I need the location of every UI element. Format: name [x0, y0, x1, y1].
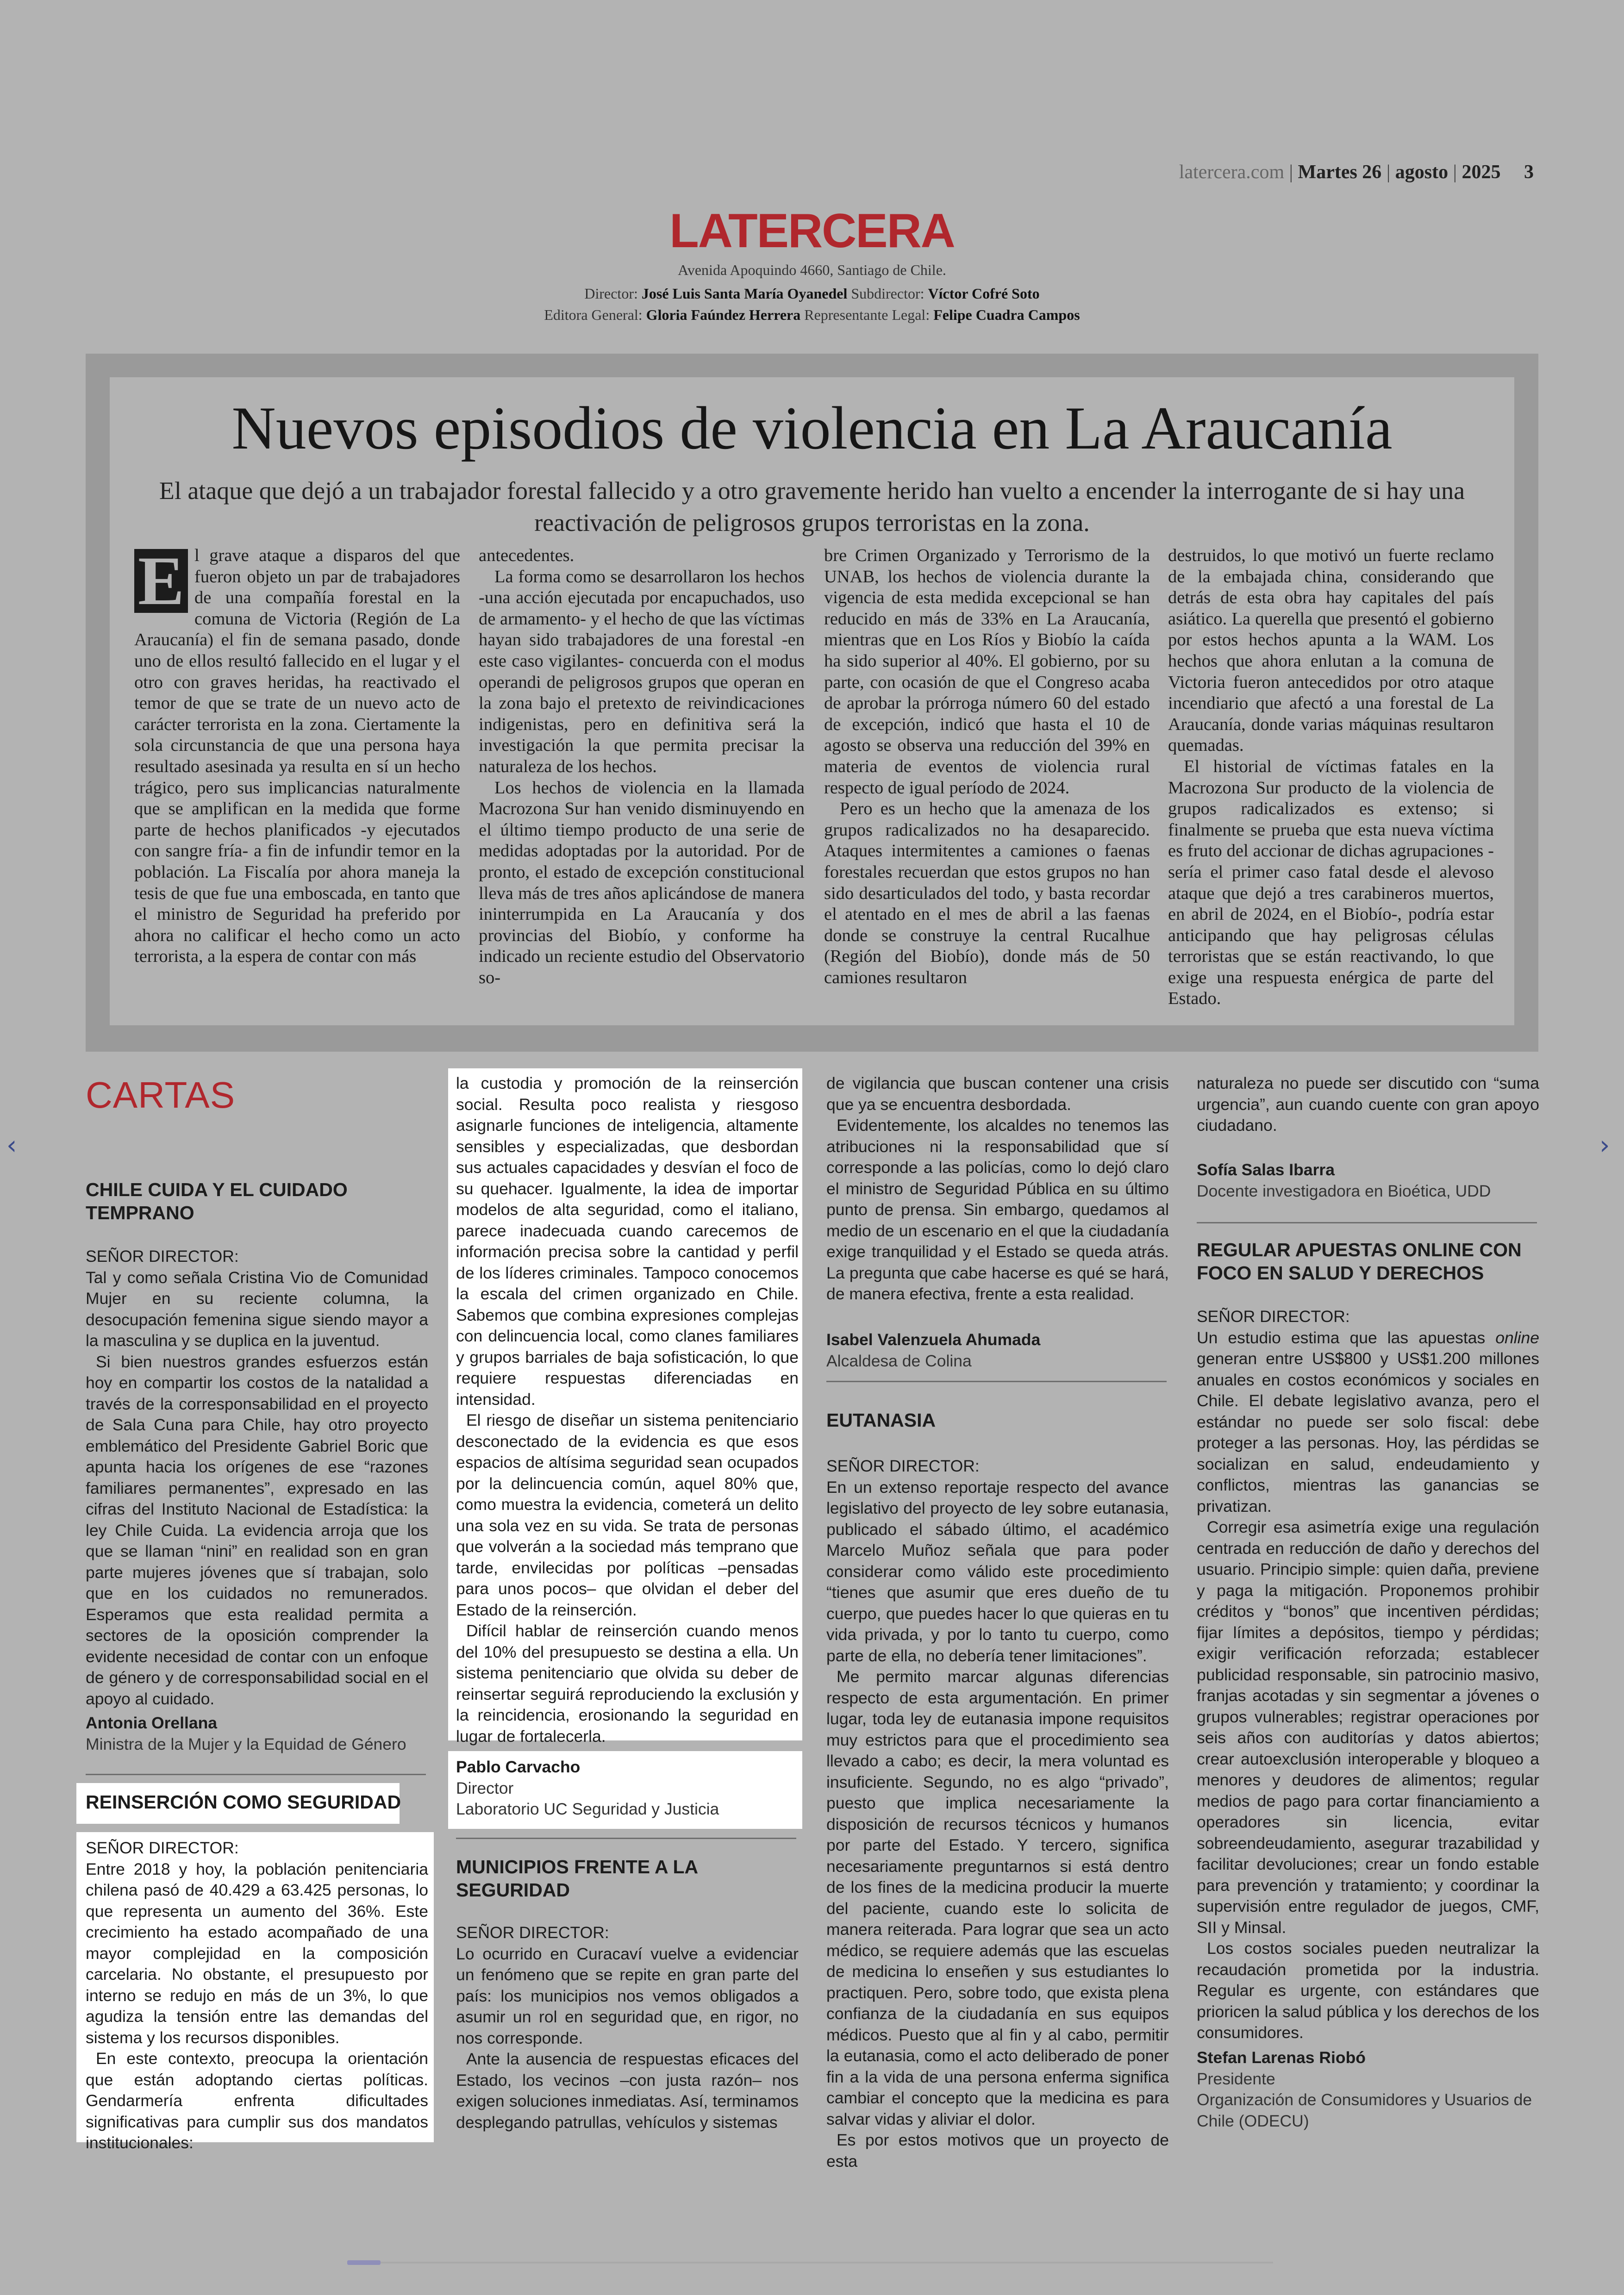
editorial-column-3: bre Crimen Organizado y Terrorismo de la UNAB, los hechos de violencia durante la vigencia de esta medida excepcional se han reducido en más de 33% en La Araucanía, mientras que en Los Ríos y Biobío la caída ha sido superior al 40%. El gobierno, por su parte, con ocasión de que el Congreso acaba de aprobar la prórroga número 60 del estado de excepción, indicó que hasta el 10 de agosto se observa una reducción del 39% en materia de eventos de violencia rural respecto de igual período de 2024. Pero es un hecho que la amenaza de los grupos radicalizados no ha desaparecido. Ataques intermitentes a camiones o faenas forestales recuerdan que estos grupos no han sido desarticulados del todo, y basta recordar el atentado en el mes de abril a las faenas donde se construye la central Rucalhue (Región del Biobío), donde más de 50 camiones resultaron — [824, 546, 1150, 987]
chevron-right-icon[interactable]: › — [1599, 1130, 1610, 1160]
salutation: SEÑOR DIRECTOR: — [86, 1247, 239, 1266]
chevron-left-icon[interactable]: ‹ — [6, 1130, 17, 1160]
letter-apuestas: SEÑOR DIRECTOR: Un estudio estima que las apuestas online generan entre US$800 y US$1.200 millones anuales en costos económicos y sociales en Chile. El debate legislativo avanza, pero el estándar no puede ser solo fiscal: debe proteger a las personas. Hoy, las pérdidas se socializan en salud, endeudamiento y conflictos, mientras las ganancias se privatizan. Corregir esa asimetría exige una regulación centrada en reducción de daño y derechos del usuario. Principio simple: quien daña, previene y paga la mitigación. Proponemos prohibir créditos y “bonos” que incentiven pérdidas; fijar límites a depósitos, tiempo y pérdidas; exigir verificación reforzada; establecer publicidad responsable, sin patrocinio masivo, franjas acotadas y sin segmentar a jóvenes o grupos vulnerables; registrar operaciones por seis años con auditorías y datos abiertos; crear autoexclusión interoperable y bloqueo a menores y deudores de alimentos; regular medios de pago para cortar financiamiento a operadores sin licencia, evitar sobreendeudamiento, asegurar trazabilidad y facilitar devoluciones; crear un fondo estable para prevención y tratamiento; y coordinar la supervisión entre regulador de juegos, CMF, SII y Minsal. Los costos sociales pueden neutralizar la recaudación prometida por la industria. Regular es urgente, con estándares que prioricen la salud pública y los derechos de los consumidores. — [1197, 1307, 1539, 2042]
letter-heading: REINSERCIÓN COMO SEGURIDAD — [86, 1791, 401, 1813]
author-name: Sofía Salas Ibarra — [1197, 1160, 1335, 1179]
letter-heading: CHILE CUIDA Y EL CUIDADO TEMPRANO — [86, 1179, 348, 1223]
masthead-logo: LATERCERA — [669, 204, 955, 258]
editorial-column-1: E l grave ataque a disparos del que fueron objeto un par de trabajadores de una compañía forestal en la comuna de Victoria (Región de La Araucanía) el fin de semana pasado, donde uno de ellos resultó fallecido en el lugar y el otro con graves heridas, ha reactivado el temor de que se trate de un nuevo acto de carácter terrorista en la zona. Ciertamente la sola circunstancia de que una persona haya resultado asesinada ya resulta en sí un hecho trágico, pero sus implicancias naturalmente que se amplifican en la medida que forme parte de hechos planificados -y ejecutados con sangre fría- a fin de infundir temor en la población. La Fiscalía por ahora maneja la tesis de que fue una emboscada, en tanto que el ministro de Seguridad ha preferido por ahora no calificar el hecho como un acto terrorista, a la espera de contar con más — [134, 543, 460, 967]
letter-municipios-part2: de vigilancia que buscan contener una crisis que ya se encuentra desbordada. Evidentemente, los alcaldes no tenemos las atribuciones ni la responsabilidad que sí corresponde a las policías, como lo dejó claro el ministro de Seguridad Pública en su último punto de prensa. Sin embargo, quedamos al medio de un escenario en el que la ciudadanía exige tranquilidad y el Estado se queda atrás. La pregunta que cabe hacerse es qué se hará, de manera efectiva, frente a esta realidad. — [826, 1074, 1169, 1303]
editorial-column-2: antecedentes. La forma como se desarrollaron los hechos -una acción ejecutada por encapuchados, uso de armamento- y el hecho de que las víctimas hayan sido trabajadores de una forestal -en este caso vigilantes- concuerda con el modus operandi de peligrosos grupos que operan en la zona bajo el pretexto de reivindicaciones indigenistas, pero en definitiva será la investigación la que permita precisar la naturaleza de los hechos. Los hechos de violencia en la llamada Macrozona Sur han venido disminuyendo en el último tiempo producto de una serie de medidas adoptadas por la autoridad. Por de pronto, el estado de excepción constitucional lleva más de tres años aplicándose de manera ininterrumpida en La Araucanía y dos provincias del Biobío, y conforme ha indicado un reciente estudio del Observatorio so- — [479, 546, 805, 987]
salutation: SEÑOR DIRECTOR: — [86, 1839, 239, 1857]
staff-line-2: Editora General: Gloria Faúndez Herrera Representante Legal: Felipe Cuadra Campos — [544, 306, 1080, 323]
divider — [456, 1838, 796, 1839]
editorial-column-4: destruidos, lo que motivó un fuerte reclamo de la embajada china, considerando que detrás de esta obra hay capitales del país asiático. La querella que presentó el gobierno por estos hechos apunta a la WAM. Los hechos que ahora enlutan a la comuna de Victoria fueron antecedidos por otro ataque incendiario que afectó a una forestal de La Araucanía, donde varias máquinas resultaron quemadas. El historial de víctimas fatales en la Macrozona Sur producto de la violencia de grupos radicalizados es extenso; si finalmente se prueba que esta nueva víctima es fruto del accionar de dichas agrupaciones -sería el primer caso fatal desde el alevoso ataque que dejó a tres carabineros muertos, en abril de 2024, en el Biobío-, podría estar anticipando que hay peligrosas células terroristas que se están reactivando, lo que exige una respuesta enérgica de parte del Estado. — [1168, 546, 1494, 1009]
salutation: SEÑOR DIRECTOR: — [1197, 1307, 1350, 1326]
salutation: SEÑOR DIRECTOR: — [456, 1923, 609, 1942]
letter-reinsercion-part1: SEÑOR DIRECTOR: Entre 2018 y hoy, la población penitenciaria chilena pasó de 40.429 a 63.425 personas, lo que representa un aumento del 36%. Este crecimiento ha estado acompañado de una mayor complejidad en la composición carcelaria. No obstante, el presupuesto por interno se redujo en más de un 3%, lo que agudiza la tensión entre las demandas del sistema y los recursos disponibles. En este contexto, preocupa la orientación que están adoptando ciertas políticas. Gendarmería enfrenta dificultades significativas para cumplir sus dos mandatos institucionales: — [86, 1839, 428, 2152]
letter-municipios-part1: SEÑOR DIRECTOR: Lo ocurrido en Curacaví vuelve a evidenciar un fenómeno que se repite en gran parte del país: los municipios nos vemos obligados a asumir un rol en seguridad que, en rigor, no nos corresponde. Ante la ausencia de respuestas eficaces del Estado, los vecinos –con justa razón– nos exigen soluciones inmediatas. Así, terminamos desplegando patrullas, vehículos y sistemas — [456, 1923, 799, 2132]
divider — [86, 1774, 426, 1775]
letter-reinsercion-part2: la custodia y promoción de la reinserción social. Resulta poco realista y riesgoso asignarle funciones de inteligencia, altamente sensibles y especializadas, que desbordan sus actuales capacidades y desvían el foco de su quehacer. Igualmente, la idea de importar modelos de alta seguridad, como el italiano, parece inadecuada cuando carecemos de información precisa sobre la cantidad y perfil de los líderes criminales. Tampoco conocemos la escala del crimen organizado en Chile. Sabemos que combina expresiones complejas con delincuencia local, como clanes familiares y grupos barriales de baja sofisticación, lo que requiere respuestas diferenciadas en intensidad. El riesgo de diseñar un sistema penitenciario desconectado de la evidencia es que esos espacios de altísima seguridad sean ocupados por la delincuencia común, aquel 80% que, como muestra la evidencia, cometerá un delito una sola vez en su vida. Se trata de personas que volverán a la sociedad más temprano que tarde, envilecidas por políticas –pensadas para unos pocos– que olvidan el deber del Estado de la reinserción. Difícil hablar de reinserción cuando menos del 10% del presupuesto se destina a ella. Un sistema penitenciario que olvida su deber de reinsertar seguirá reproduciendo la exclusión y la reincidencia, erosionando la seguridad en lugar de fortalecerla. — [456, 1074, 799, 1746]
date-day: Martes 26 — [1298, 162, 1382, 183]
divider — [1197, 1222, 1537, 1223]
letter-signature: Sofía Salas Ibarra Docente investigadora en Bioética, UDD — [1197, 1160, 1491, 1200]
author-name: Pablo Carvacho — [456, 1758, 581, 1776]
editorial-subtitle: El ataque que dejó a un trabajador forestal fallecido y a otro gravemente herido han vuelto a encender la interrogante de si hay una reactivación de peligrosos grupos terroristas en la zona. — [159, 477, 1465, 537]
editorial-title: Nuevos episodios de violencia en La Araucanía — [231, 394, 1393, 462]
author-role: Ministra de la Mujer y la Equidad de Género — [86, 1734, 406, 1753]
salutation: SEÑOR DIRECTOR: — [826, 1457, 980, 1475]
letter-signature: Isabel Valenzuela Ahumada Alcaldesa de Colina — [826, 1330, 1041, 1370]
author-name: Stefan Larenas Riobó — [1197, 2048, 1366, 2067]
letter-chile-cuida: SEÑOR DIRECTOR: Tal y como señala Cristina Vio de Comunidad Mujer en su reciente columna, la desocupación femenina sigue siendo mayor a la masculina y se duplica en la juventud. Si bien nuestros grandes esfuerzos están hoy en compartir los costos de la natalidad a través de la corresponsabilidad en el proyecto de Sala Cuna para Chile, hay otro proyecto emblemático del Presidente Gabriel Boric que apunta hacia los orígenes de ese “razones familiares permanentes”, expresado en las cifras del Instituto Nacional de Estadística: la ley Chile Cuida. La evidencia arroja que los que se llaman “nini” en realidad son en gran parte mujeres jóvenes que sí trabajan, solo que en los cuidados no remunerados. Esperamos que esta realidad permita a sectores de la oposición comprender la evidente necesidad de contar con un enfoque de género y de corresponsabilidad social en el apoyo al cuidado. — [86, 1247, 428, 1708]
letter-eutanasia-part2: naturaleza no puede ser discutido con “suma urgencia”, aun cuando cuente con gran apoyo ciudadano. — [1197, 1074, 1539, 1135]
letter-signature — [86, 1713, 428, 1755]
address: Avenida Apoquindo 4660, Santiago de Chile. — [678, 262, 946, 278]
site-name: latercera.com — [1179, 162, 1285, 183]
author-name: Antonia Orellana — [86, 1714, 218, 1732]
scrollbar-thumb[interactable] — [347, 2260, 381, 2265]
letter-eutanasia-part1: SEÑOR DIRECTOR: En un extenso reportaje respecto del avance legislativo del proyecto de ley sobre eutanasia, publicado el sábado último, el académico Marcelo Muñoz señala que para poder considerar como válido este procedimiento “tienes que asumir que eres dueño de tu cuerpo, que puedes hacer lo que quieras en tu vida privada, y por lo tanto tu cuerpo, como parte de ella, no debería tener limitaciones”. Me permito marcar algunas diferencias respecto de esta argumentación. En primer lugar, toda ley de eutanasia impone requisitos muy estrictos para que el procedimiento sea llevado a cabo; es decir, la mera voluntad es insuficiente. Segundo, no es algo “privado”, puesto que implica necesariamente la disposición de recursos técnicos y humanos por parte del Estado. Y tercero, significa necesariamente preguntarnos si está dentro de los fines de la medicina producir la muerte del paciente, cuando este lo solicita de manera reiterada. Para lograr que sea un acto médico, se requiere además que las escuelas de medicina lo enseñen y sus estudiantes lo practiquen. Pero, sobre todo, que exista plena confianza de la ciudadanía en sus equipos médicos. Puesto que al fin y al cabo, permitir la eutanasia, como el acto deliberado de poner fin a la vida de una persona enferma significa cambiar el concepto que la medicina es para salvar vidas y aliviar el dolor. Es por estos motivos que un proyecto de esta — [826, 1457, 1169, 2170]
letter-heading: MUNICIPIOS FRENTE A LA SEGURIDAD — [456, 1856, 698, 1901]
page-info: latercera.com | Martes 26 | agosto | 2025 3 — [1179, 162, 1534, 183]
date-year: 2025 — [1462, 162, 1501, 183]
horizontal-scrollbar[interactable] — [347, 2262, 1273, 2264]
page-number: 3 — [1524, 162, 1534, 183]
letter-signature: Pablo Carvacho Director Laboratorio UC Seguridad y Justicia — [456, 1758, 719, 1818]
letter-signature: Stefan Larenas Riobó Presidente Organización de Consumidores y Usuarios de Chile (ODECU) — [1197, 2048, 1532, 2130]
date-month: agosto — [1395, 162, 1449, 183]
drop-cap: E — [134, 549, 188, 613]
section-title-cartas: CARTAS — [86, 1074, 236, 1116]
author-name: Isabel Valenzuela Ahumada — [826, 1330, 1041, 1349]
divider — [826, 1381, 1167, 1382]
staff-line-1: Director: José Luis Santa María Oyanedel Subdirector: Víctor Cofré Soto — [584, 285, 1040, 302]
letter-heading: EUTANASIA — [826, 1409, 936, 1431]
letter-heading: REGULAR APUESTAS ONLINE CON FOCO EN SALUD Y DERECHOS — [1197, 1239, 1522, 1284]
